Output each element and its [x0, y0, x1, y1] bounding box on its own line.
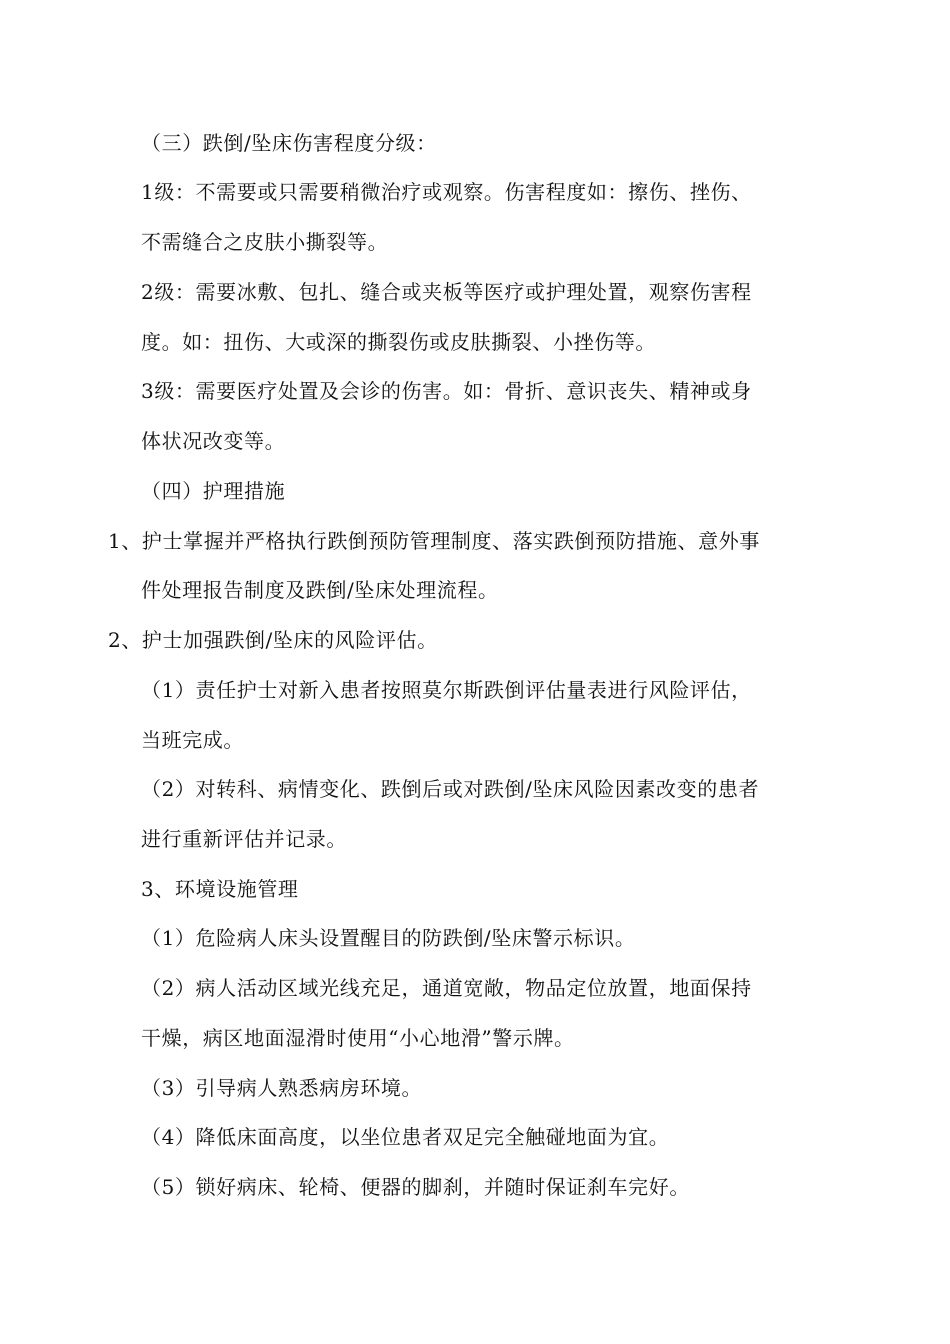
- level2-text: 2级：需要冰敷、包扎、缝合或夹板等医疗或护理处置，观察伤害程: [141, 280, 752, 304]
- level1-text: 1级：不需要或只需要稍微治疗或观察。伤害程度如：擦伤、挫伤、: [141, 180, 752, 204]
- item3-sub5: （5）锁好病床、轮椅、便器的脚刹，并随时保证刹车完好。: [141, 1175, 690, 1199]
- level3-text-cont: 体状况改变等。: [141, 429, 286, 453]
- item3-sub4: （4）降低床面高度，以坐位患者双足完全触碰地面为宜。: [141, 1125, 670, 1149]
- measure-item-1-cont: 件处理报告制度及跌倒/坠床处理流程。: [141, 578, 499, 602]
- item2-sub2-cont: 进行重新评估并记录。: [141, 827, 347, 851]
- measure-item-3: 3、环境设施管理: [141, 877, 299, 901]
- level3-text: 3级：需要医疗处置及会诊的伤害。如：骨折、意识丧失、精神或身: [141, 379, 752, 403]
- section-heading-injury-grading: （三）跌倒/坠床伤害程度分级：: [141, 131, 437, 155]
- measure-item-2: 2、护士加强跌倒/坠床的风险评估。: [108, 628, 438, 652]
- item3-sub2-cont: 干燥，病区地面湿滑时使用“小心地滑”警示牌。: [141, 1026, 575, 1050]
- item2-sub2: （2）对转科、病情变化、跌倒后或对跌倒/坠床风险因素改变的患者: [141, 777, 760, 801]
- item2-sub1-cont: 当班完成。: [141, 728, 244, 752]
- item3-sub3: （3）引导病人熟悉病房环境。: [141, 1076, 423, 1100]
- item3-sub2: （2）病人活动区域光线充足，通道宽敞，物品定位放置，地面保持: [141, 976, 752, 1000]
- item2-sub1: （1）责任护士对新入患者按照莫尔斯跌倒评估量表进行风险评估，: [141, 678, 752, 702]
- level2-text-cont: 度。如：扭伤、大或深的撕裂伤或皮肤撕裂、小挫伤等。: [141, 330, 656, 354]
- level1-text-cont: 不需缝合之皮肤小撕裂等。: [141, 230, 389, 254]
- section-heading-nursing-measures: （四）护理措施: [141, 479, 286, 503]
- item3-sub1: （1）危险病人床头设置醒目的防跌倒/坠床警示标识。: [141, 926, 636, 950]
- measure-item-1: 1、护士掌握并严格执行跌倒预防管理制度、落实跌倒预防措施、意外事: [108, 529, 760, 553]
